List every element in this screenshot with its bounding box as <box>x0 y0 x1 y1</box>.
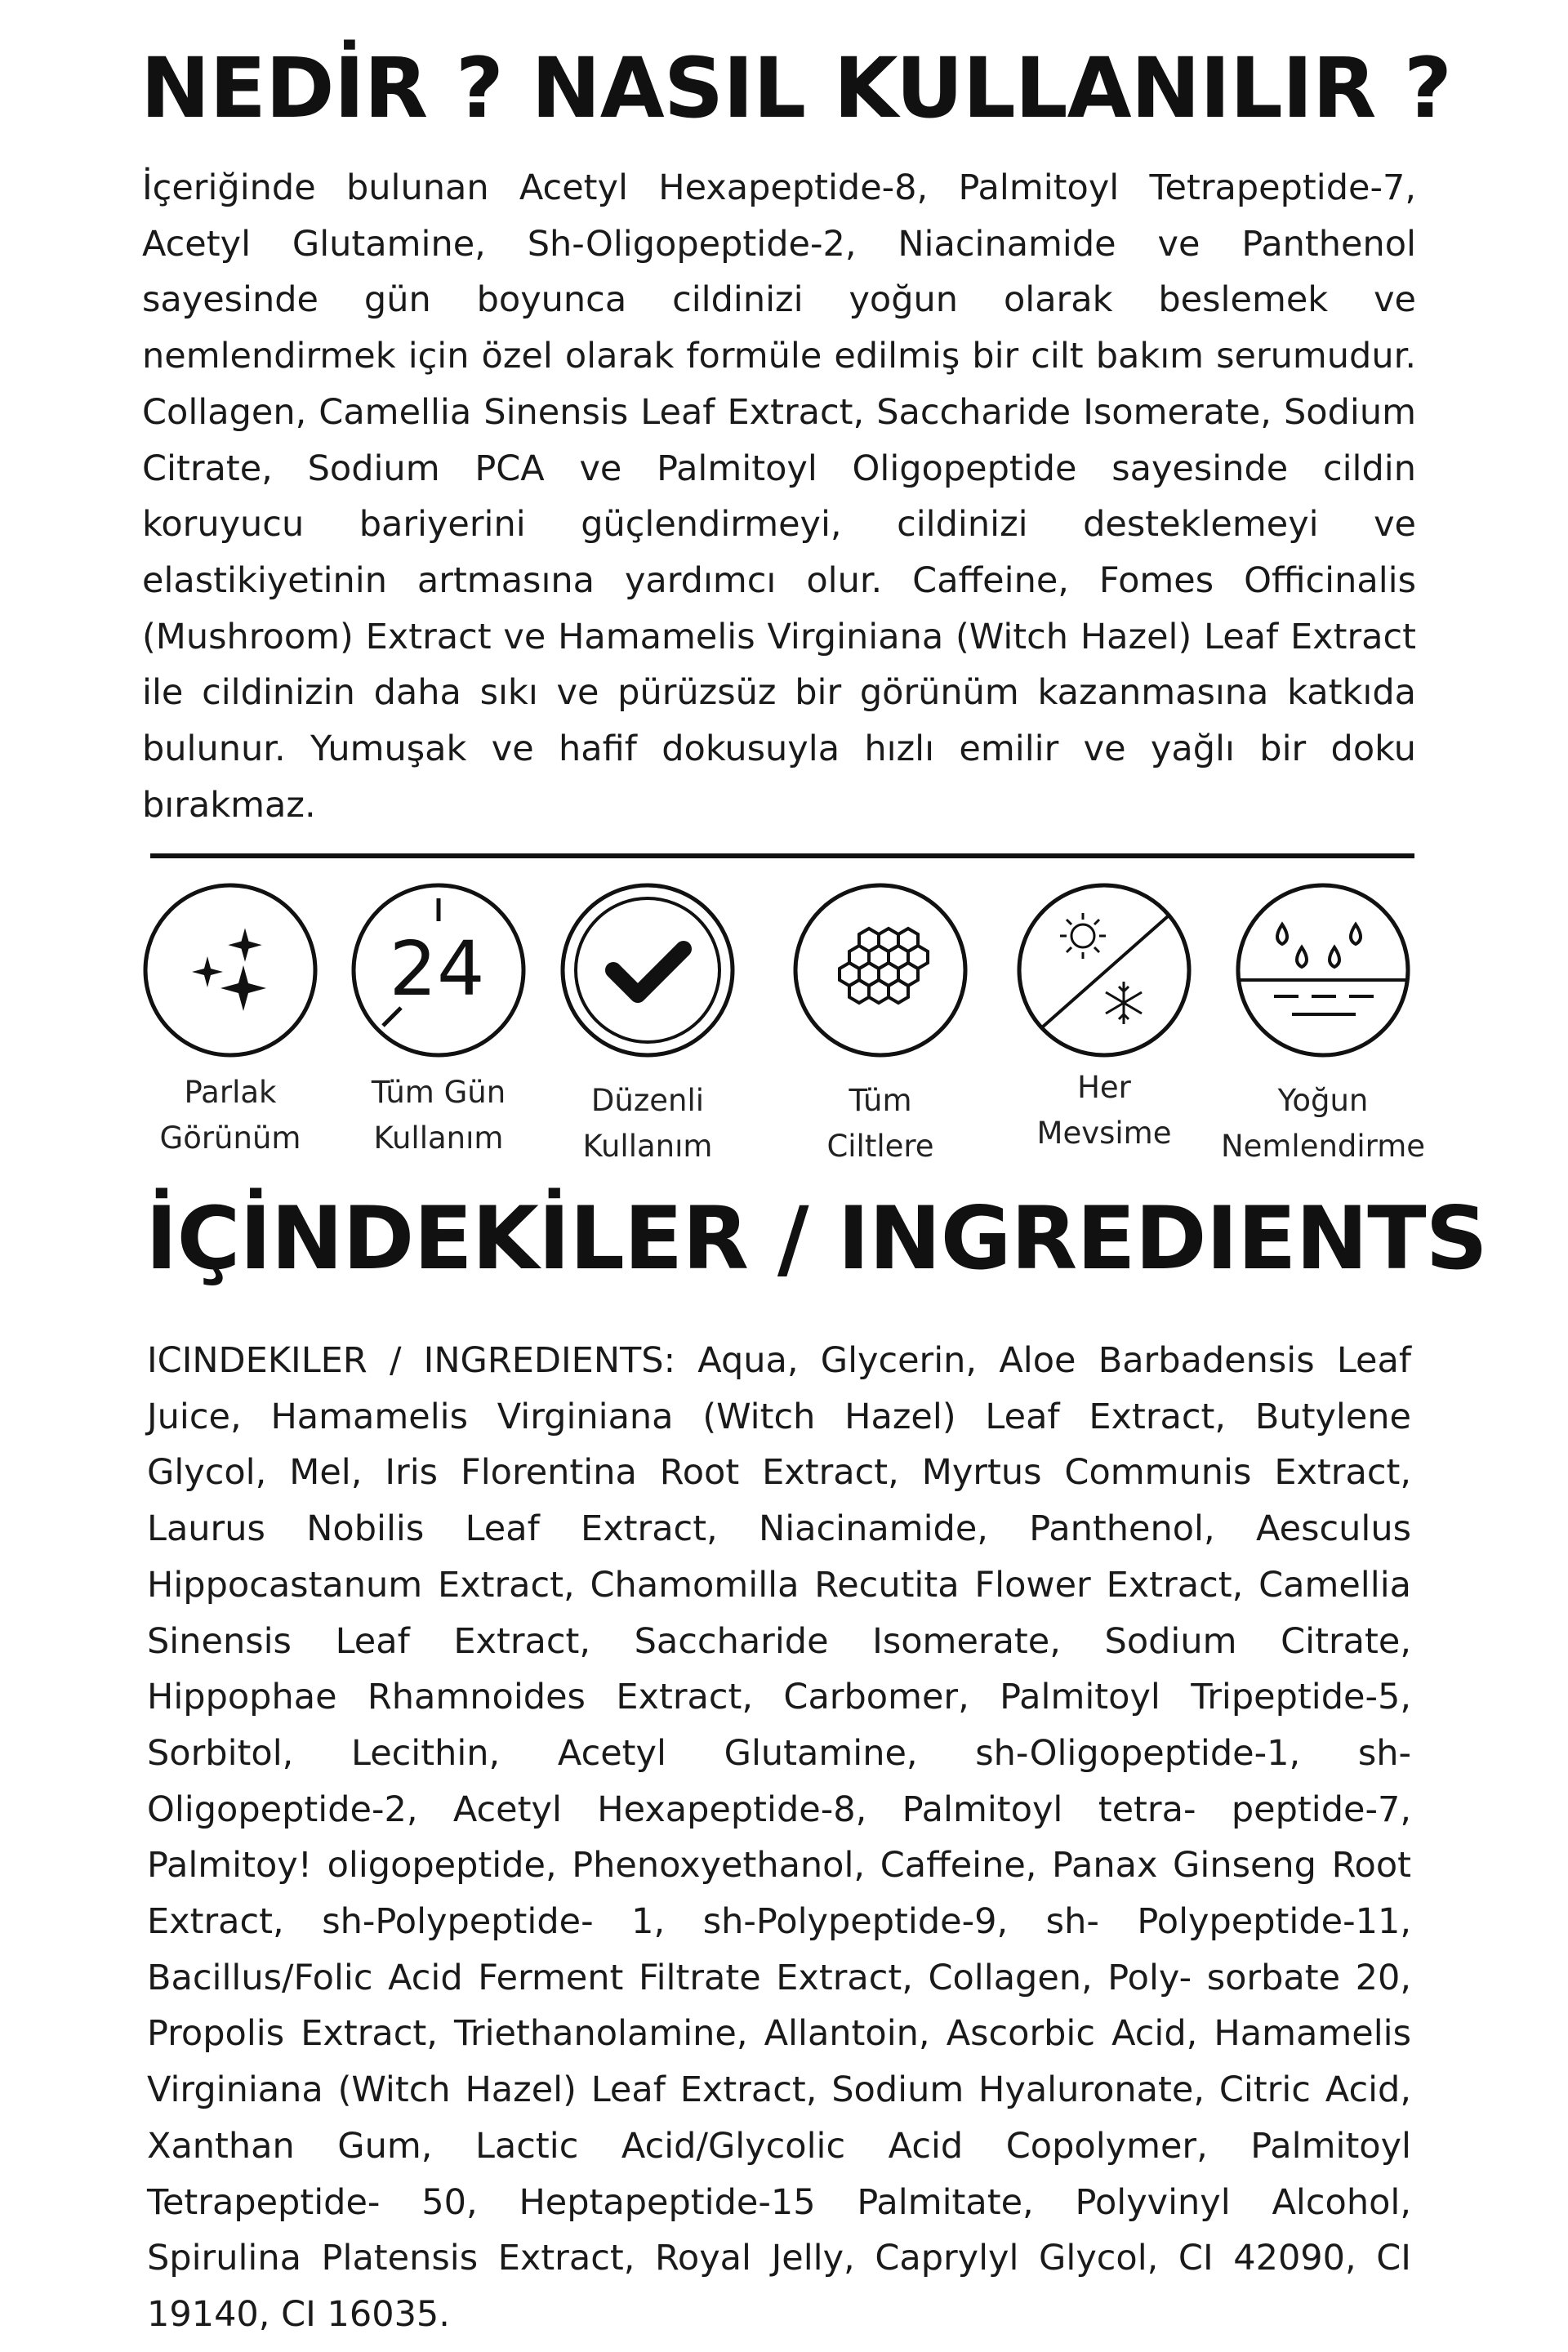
section-title-ingredients: İÇİNDEKİLER / INGREDIENTS <box>145 1188 1487 1289</box>
feature-label: Tüm Ciltlere <box>826 1083 934 1164</box>
water-drops-icon <box>1233 880 1413 1060</box>
feature-label: Yoğun Nemlendirme <box>1220 1083 1426 1164</box>
feature-yogun-nemlendirme <box>1217 880 1429 1164</box>
feature-duzenli-kullanim <box>541 880 754 1164</box>
section-divider <box>150 853 1414 858</box>
section-title-what-how: NEDİR ? NASIL KULLANILIR ? <box>140 40 1452 137</box>
feature-parlak-gorunum <box>124 880 336 1156</box>
feature-label: Parlak Görünüm <box>159 1075 301 1156</box>
feature-her-mevsime <box>998 880 1210 1151</box>
honeycomb-icon <box>791 880 970 1060</box>
feature-label: Düzenli Kullanım <box>582 1083 713 1164</box>
sun-snowflake-icon <box>1014 880 1194 1060</box>
feature-tum-ciltlere <box>774 880 987 1164</box>
feature-label: Tüm Gün Kullanım <box>371 1075 506 1156</box>
ingredients-list: ICINDEKILER / INGREDIENTS: Aqua, Glycerin, Aloe Barbadensis Leaf Juice, Hamamelis Virginiana (Witch Hazel) Leaf Extract, Butylene Glycol, Mel, Iris Florentina Root Extract, Myrtus Communis Extract, Laurus Nobilis Leaf Extract, Niacinamide, Panthenol, Aesculus Hippocastanum Extract, Chamomilla Recutita Flower Extract, Camellia Sinensis Leaf Extract, Saccharide Isomerate, Sodium Citrate, Hippophae Rhamnoides Extract, Carbomer, Palmitoyl Tripeptide-5, Sorbitol, Lecithin, Acetyl Glutamine, sh-Oligopeptide-1, sh- Oligopeptide-2, Acetyl Hexapeptide-8, Palmitoyl tetra- peptide-7, Palmitoy! oligopeptide, Phenoxyethanol, Caffeine, Panax Ginseng Root Extract, sh-Polypeptide- 1, sh-Polypeptide-9, sh- Polypeptide-11, Bacillus/Folic Acid Ferment Filtrate Extract, Collagen, Poly- sorbate 20, Propolis Extract, Triethanolamine, Allantoin, Ascorbic Acid, Hamamelis Virginiana (Witch Hazel) Leaf Extract, Sodium Hyaluronate, Citric Acid, Xanthan Gum, Lactic Acid/Glycolic Acid Copolymer, Palmitoyl Tetrapeptide- 50, Heptapeptide-15 Palmitate, Polyvinyl Alcohol, Spirulina Platensis Extract, Royal Jelly, Caprylyl Glycol, CI 42090, CI 19140, CI 16035. <box>147 1340 1411 2335</box>
24-hours-icon <box>349 880 528 1060</box>
checkmark-icon <box>558 880 737 1060</box>
product-description: İçeriğinde bulunan Acetyl Hexapeptide-8, Palmitoyl Tetrapeptide-7, Acetyl Glutamine, Sh-Oligopeptide-2, Niacinamide ve Panthenol sayesinde gün boyunca cildinizi yoğun olarak beslemek ve nemlendirmek için özel olarak formüle edilmiş bir cilt bakım serumudur. Collagen, Camellia Sinensis Leaf Extract, Saccharide Isomerate, Sodium Citrate, Sodium PCA ve Palmitoyl Oligopeptide sayesinde cildin koruyucu bariyerini güçlendirmeyi, cildinizi desteklemeyi ve elastikiyetinin artmasına yardımcı olur. Caffeine, Fomes Officinalis (Mushroom) Extract ve Hamamelis Virginiana (Witch Hazel) Leaf Extract ile cildinizin daha sıkı ve pürüzsüz bir görünüm kazanmasına katkıda bulunur. Yumuşak ve hafif dokusuyla hızlı emilir ve yağlı bir doku bırakmaz. <box>142 167 1416 826</box>
feature-label: Her Mevsime <box>1036 1070 1172 1151</box>
svg-text:24: 24 <box>389 925 485 1013</box>
sparkles-icon <box>140 880 320 1060</box>
feature-tum-gun-kullanim <box>332 880 545 1156</box>
